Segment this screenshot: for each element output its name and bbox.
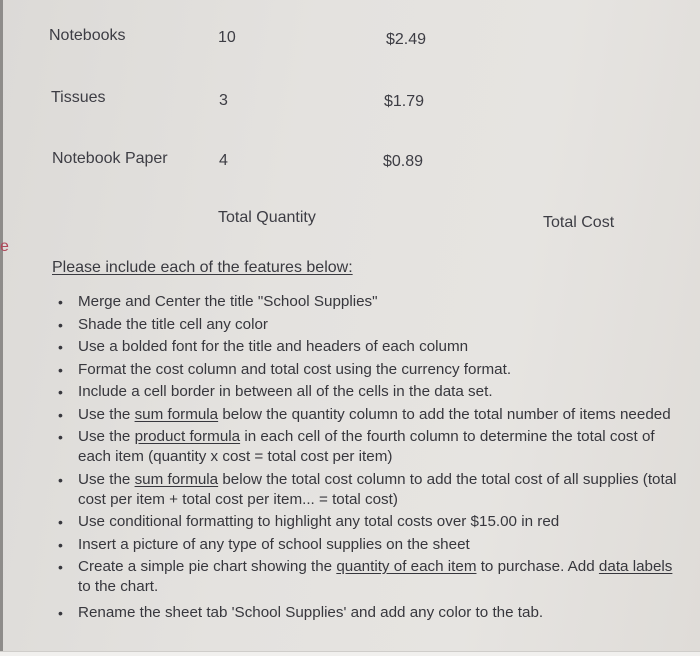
list-item bbox=[56, 405, 686, 425]
sum-formula-link[interactable]: sum formula bbox=[134, 405, 219, 423]
quantity-of-each-item-link[interactable]: quantity of each item bbox=[336, 558, 477, 575]
list-item bbox=[56, 292, 686, 312]
item-cost: $0.89 bbox=[383, 153, 424, 170]
total-cost-label: Total Cost bbox=[543, 214, 615, 231]
bullet-icon: • bbox=[58, 605, 63, 621]
list-item bbox=[56, 535, 686, 555]
bullet-icon: • bbox=[58, 471, 63, 488]
item-quantity: 3 bbox=[219, 92, 228, 109]
item-text-post: below the quantity column to add the total number of items needed bbox=[218, 405, 671, 423]
item-text-post: to the chart. bbox=[78, 578, 159, 595]
page-left-edge bbox=[0, 0, 3, 656]
item-text-mid: to purchase. Add bbox=[476, 558, 599, 575]
bullet-icon: • bbox=[58, 316, 63, 333]
item-text: Insert a picture of any type of school supplies on the sheet bbox=[78, 535, 470, 553]
item-text: Format the cost column and total cost using the currency format. bbox=[78, 360, 512, 378]
list-item bbox=[56, 603, 686, 623]
item-cost: $2.49 bbox=[386, 31, 427, 48]
item-text-pre: Use the bbox=[78, 428, 135, 445]
list-item bbox=[56, 315, 686, 335]
bullet-icon: • bbox=[58, 361, 63, 378]
data-labels-link[interactable]: data labels bbox=[598, 558, 673, 575]
item-text-post: in each cell of the fourth column to determine the total cost of each item (quantity x cost = total cost per item) bbox=[78, 428, 655, 465]
bullet-icon: • bbox=[58, 429, 63, 445]
list-item bbox=[56, 557, 686, 597]
item-cost: $1.79 bbox=[384, 93, 425, 110]
item-quantity: 4 bbox=[219, 152, 228, 169]
list-item bbox=[56, 427, 686, 467]
item-text: Shade the title cell any color bbox=[78, 315, 268, 333]
bullet-icon: • bbox=[58, 536, 63, 553]
list-item bbox=[56, 382, 686, 402]
page-bottom-edge bbox=[0, 651, 700, 656]
item-name: Notebooks bbox=[49, 27, 126, 44]
item-name: Tissues bbox=[51, 89, 106, 106]
sum-formula-link[interactable]: sum formula bbox=[134, 470, 219, 488]
bullet-icon: • bbox=[58, 559, 63, 575]
bullet-icon: • bbox=[58, 294, 63, 310]
margin-text-fragment: e bbox=[0, 238, 9, 255]
item-text: Use conditional formatting to highlight any total costs over $15.00 in red bbox=[78, 513, 560, 530]
product-formula-link[interactable]: product formula bbox=[134, 428, 241, 445]
list-item bbox=[56, 360, 686, 380]
bullet-icon: • bbox=[58, 406, 63, 423]
item-text-pre: Use the bbox=[78, 405, 135, 423]
item-text: Include a cell border in between all of the cells in the data set. bbox=[78, 383, 493, 400]
item-text-post: below the total cost column to add the total cost of all supplies (total cost per item + total cost per item... = total cost) bbox=[78, 470, 677, 508]
item-text: Rename the sheet tab 'School Supplies' and add any color to the tab. bbox=[78, 604, 544, 621]
list-item bbox=[56, 512, 686, 532]
bullet-icon: • bbox=[58, 384, 63, 400]
bullet-icon: • bbox=[58, 514, 63, 530]
bullet-icon: • bbox=[58, 339, 63, 355]
item-text: Merge and Center the title "School Supplies" bbox=[78, 293, 378, 310]
item-name: Notebook Paper bbox=[52, 150, 168, 167]
instructions-heading: Please include each of the features below: bbox=[52, 259, 353, 276]
total-quantity-label: Total Quantity bbox=[218, 209, 316, 226]
list-item bbox=[56, 337, 686, 357]
item-text-pre: Use the bbox=[78, 470, 135, 488]
list-item bbox=[56, 470, 686, 510]
item-text-pre: Create a simple pie chart showing the bbox=[78, 558, 337, 575]
item-text: Use a bolded font for the title and headers of each column bbox=[78, 338, 469, 355]
features-list bbox=[56, 292, 686, 626]
item-quantity: 10 bbox=[218, 29, 236, 46]
